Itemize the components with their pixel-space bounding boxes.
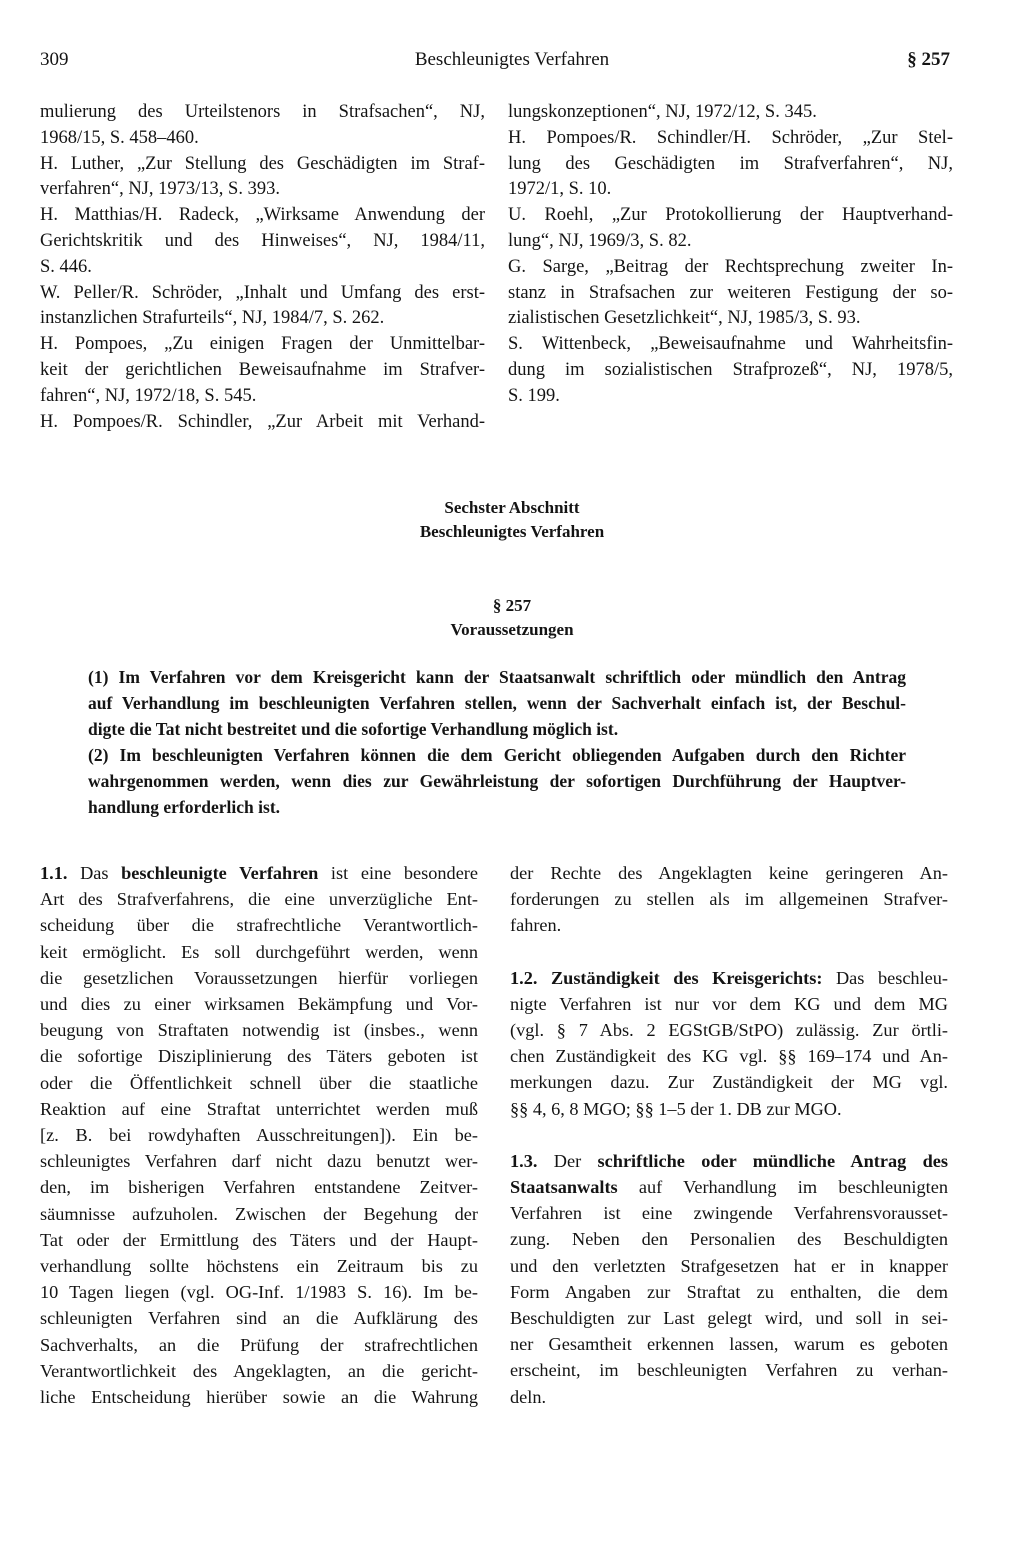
literature-line: S. 446. [40,256,92,277]
commentary-line: Reaktion auf eine Straftat unterrichtet werden muß [40,1098,478,1119]
commentary-line: Art des Strafverfahrens, die eine unverzügliche Ent- [40,889,478,910]
commentary-right-column [510,860,948,1410]
commentary-note-1-3-second-line [510,1174,948,1200]
literature-line: G. Sarge, „Beitrag der Rechtsprechung zweiter In- [508,256,953,277]
commentary-line: deln. [510,1386,547,1407]
commentary-line: (vgl. § 7 Abs. 2 EGStGB/StPO) zulässig. Zur örtli- [510,1020,948,1041]
commentary-line: fahren. [510,915,562,936]
commentary-line: Beschuldigten zur Last gelegt wird, und soll in sei- [510,1308,948,1329]
commentary-line: [z. B. bei rowdyhaften Ausschreitungen]). Ein be- [40,1125,478,1146]
chapter-heading [0,496,1024,544]
paragraph-title: Voraussetzungen [450,620,574,639]
commentary-line: schleunigten Verfahren sind an die Aufklärung des [40,1308,478,1329]
commentary-line: ner Gesamtheit erkennen lassen, warum es geboten [510,1334,948,1355]
note-text: Der [553,1150,582,1171]
commentary-line: den, im bisherigen Verfahren entstandene Zeitver- [40,1177,478,1198]
commentary-line: schleunigtes Verfahren darf nicht dazu benutzt wer- [40,1151,478,1172]
note-text: ist eine besondere [330,863,478,883]
chapter-number: Sechster Abschnitt [444,498,580,517]
commentary-line: 10 Tagen liegen (vgl. OG-Inf. 1/1983 S. 16). Im be- [40,1282,478,1303]
literature-line: H. Pompoes/R. Schindler/H. Schröder, „Zur Stel- [508,127,953,148]
literature-line: verfahren“, NJ, 1973/13, S. 393. [40,179,280,200]
commentary-line: und dies zu einer wirksamen Bekämpfung und Vor- [40,994,478,1015]
literature-right-column [508,100,953,410]
literature-line: S. Wittenbeck, „Beweisaufnahme und Wahrheitsfin- [508,334,953,355]
statute-line: (1) Im Verfahren vor dem Kreisgericht kann der Staatsanwalt schriftlich oder mündlich den Antrag [88,667,906,687]
note-number: 1.2. [510,967,538,988]
note-term: schriftliche oder mündliche Antrag des [597,1150,948,1171]
commentary-line: erscheint, im beschleunigten Verfahren zu verhan- [510,1360,948,1381]
literature-line: lung“, NJ, 1969/3, S. 82. [508,230,692,251]
commentary-line: zung. Neben den Personalien des Beschuldigten [510,1229,948,1250]
commentary-line: und den verletzten Strafgesetzen hat er in knapper [510,1255,948,1276]
commentary-line: beugung von Straftaten notwendig ist (insbes., wenn [40,1020,478,1041]
note-text: auf Verhandlung im beschleunigten [638,1177,948,1198]
commentary-line: scheidung über die strafrechtliche Verantwortlich- [40,915,478,936]
literature-left-column [40,100,485,435]
commentary-line: chen Zuständigkeit des KG vgl. §§ 169–174 und An- [510,1046,948,1067]
literature-line: lungskonzeptionen“, NJ, 1972/12, S. 345. [508,102,817,122]
paragraph-heading [0,594,1024,642]
literature-line: W. Peller/R. Schröder, „Inhalt und Umfang des erst- [40,282,485,303]
note-text: Das [80,863,109,883]
running-title: Beschleunigtes Verfahren [414,49,610,70]
literature-line: U. Roehl, „Zur Protokollierung der Hauptverhand- [508,205,953,226]
literature-line: zialistischen Gesetzlichkeit“, NJ, 1985/3, S. 93. [508,308,861,329]
commentary-line: keit ermöglicht. Es soll durchgeführt werden, wenn [40,941,478,962]
commentary-line: Sachverhalts, an die Prüfung der strafrechtlichen [40,1334,478,1355]
commentary-line: §§ 4, 6, 8 MGO; §§ 1–5 der 1. DB zur MGO. [510,1098,842,1119]
commentary-line: Verantwortlichkeit des Angeklagten, an die gericht- [40,1360,478,1381]
literature-line: fahren“, NJ, 1972/18, S. 545. [40,385,257,406]
literature-line: H. Matthias/H. Radeck, „Wirksame Anwendung der [40,205,485,226]
literature-line: lung des Geschädigten im Strafverfahren“, NJ, [508,153,953,174]
note-term: Staatsanwalts [510,1177,618,1198]
statute-line: wahrgenommen werden, wenn dies zur Gewährleistung der sofortigen Durchführung der Hauptver- [88,771,906,791]
commentary-line: Form Angaben zur Straftat zu enthalten, die dem [510,1281,948,1302]
chapter-title: Beschleunigtes Verfahren [419,522,605,541]
note-number: 1.1. [40,863,68,883]
paragraph-spacer [510,1122,948,1148]
note-number: 1.3. [510,1150,538,1171]
commentary-note-1-3-first-line [510,1148,948,1174]
page-number: 309 [40,49,69,70]
commentary-line: oder die Öffentlichkeit schnell über die staatliche [40,1072,478,1093]
literature-line: 1968/15, S. 458–460. [40,127,199,148]
commentary-line: der Rechte des Angeklagten keine geringeren An- [510,863,948,883]
statute-line: handlung erforderlich ist. [88,797,281,817]
statute-text [88,664,906,820]
statute-line: auf Verhandlung im beschleunigten Verfahren stellen, wenn der Sachverhalt einfach ist, der Beschul- [88,693,906,713]
commentary-line: liche Entscheidung hierüber sowie an die Wahrung [40,1387,478,1408]
commentary-line: merkungen dazu. Zur Zuständigkeit der MG vgl. [510,1072,948,1093]
commentary-line: säumnisse aufzuholen. Zwischen der Begehung der [40,1203,478,1224]
note-text: Das beschleu- [835,967,948,988]
commentary-left-column [40,860,478,1410]
literature-line: H. Pompoes/R. Schindler, „Zur Arbeit mit Verhand- [40,411,485,432]
literature-line: 1972/1, S. 10. [508,179,612,200]
commentary-line: forderungen zu stellen als im allgemeinen Strafver- [510,889,948,910]
commentary-line: Tat oder der Ermittlung des Täters und der Haupt- [40,1229,478,1250]
literature-line: H. Luther, „Zur Stellung des Geschädigten im Straf- [40,153,485,174]
literature-line: instanzlichen Strafurteils“, NJ, 1984/7, S. 262. [40,308,385,329]
paragraph-spacer [510,939,948,965]
commentary-note-1-1-first-line [40,860,478,886]
literature-line: H. Pompoes, „Zu einigen Fragen der Unmittelbar- [40,334,485,355]
commentary-line: verhandlung sollte höchstens ein Zeitraum bis zu [40,1256,478,1277]
commentary-note-1-2-first-line [510,965,948,991]
note-term: Zuständigkeit des Kreisgerichts: [550,967,823,988]
literature-line: keit der gerichtlichen Beweisaufnahme im Strafver- [40,359,485,380]
paragraph-number: § 257 [492,596,532,615]
commentary-line: Verfahren ist eine zwingende Verfahrensvorausset- [510,1203,948,1224]
commentary-line: nigte Verfahren ist nur vor dem KG und dem MG [510,993,948,1014]
literature-line: stanz in Strafsachen zur weiteren Festigung der so- [508,282,953,303]
statute-line: digte die Tat nicht bestreitet und die sofortige Verhandlung möglich ist. [88,719,619,739]
literature-line: mulierung des Urteilstenors in Strafsachen“, NJ, [40,102,485,122]
literature-line: dung im sozialistischen Strafprozeß“, NJ, 1978/5, [508,359,953,380]
note-term: beschleunigte Verfahren [121,863,319,883]
commentary-line: die sofortige Disziplinierung des Täters geboten ist [40,1046,478,1067]
literature-line: S. 199. [508,385,560,406]
commentary-line: die gesetzlichen Voraussetzungen hierfür vorliegen [40,967,478,988]
statute-line: (2) Im beschleunigten Verfahren können die dem Gericht obliegenden Aufgaben durch den Richter [88,745,906,765]
literature-line: Gerichtskritik und des Hinweises“, NJ, 1984/11, [40,230,485,251]
running-section: § 257 [907,49,950,70]
